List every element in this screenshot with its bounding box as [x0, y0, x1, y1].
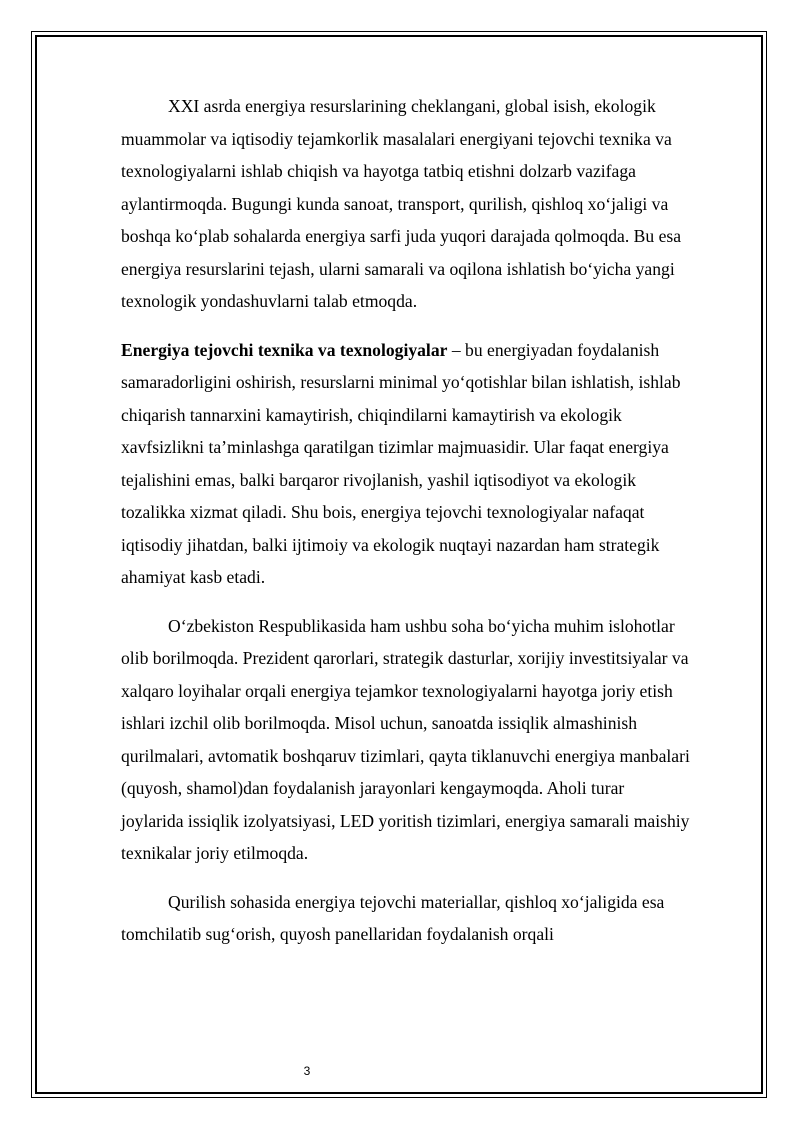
paragraph-intro-text: XXI asrda energiya resurslarining cheklangani, global isish, ekologik muammolar va iqtisodiy tejamkorlik masalalari energiyani tejovchi texnika va texnologiyalarni ishlab chiqish va hayotga tatbiq etishni dolzarb vazifaga aylantirmoqda. Bugungi kunda sanoat, transport, qurilish, qishloq xoʻjaligi va boshqa koʻplab sohalarda energiya sarfi juda yuqori darajada qolmoqda. Bu esa energiya resurslarini tejash, ularni samarali va oqilona ishlatish boʻyicha yangi texnologik yondashuvlarni talab etmoqda.	[121, 96, 682, 311]
paragraph-construction	[121, 886, 691, 951]
paragraph-definition-text: – bu energiyadan foydalanish samaradorligini oshirish, resurslarni minimal yoʻqotishlar bilan ishlatish, ishlab chiqarish tannarxini kamaytirish, chiqindilarni kamaytirish va ekologik xavfsizlikni ta’minlashga qaratilgan tizimlar majmuasidir. Ular faqat energiya tejalishini emas, balki barqaror rivojlanish, yashil iqtisodiyot va ekologik tozalikka xizmat qiladi. Shu bois, energiya tejovchi texnologiyalar nafaqat iqtisodiy jihatdan, balki ijtimoiy va ekologik nuqtayi nazardan ham strategik ahamiyat kasb etadi.	[121, 339, 681, 587]
paragraph-uzbekistan-text: Oʻzbekiston Respublikasida ham ushbu soha boʻyicha muhim islohotlar olib borilmoqda. Prezident qarorlari, strategik dasturlar, xorijiy investitsiyalar va xalqaro loyihalar orqali energiya tejamkor texnologiyalarni hayotga joriy etish ishlari izchil olib borilmoqda. Misol uchun, sanoatda issiqlik almashinish qurilmalari, avtomatik boshqaruv tizimlari, qayta tiklanuvchi energiya manbalari (quyosh, shamol)dan foydalanish jarayonlari kengaymoqda. Aholi turar joylarida issiqlik izolyatsiyasi, LED yoritish tizimlari, energiya samarali maishiy texnikalar joriy etilmoqda.	[121, 615, 690, 863]
definition-term: Energiya tejovchi texnika va texnologiyalar	[121, 339, 448, 360]
paragraph-intro	[121, 90, 691, 318]
page-number: 3	[303, 1064, 311, 1078]
paragraph-definition	[121, 334, 691, 594]
document-body	[121, 90, 691, 967]
paragraph-construction-text: Qurilish sohasida energiya tejovchi materiallar, qishloq xoʻjaligida esa tomchilatib sugʻorish, quyosh panellaridan foydalanish orqali	[121, 891, 665, 944]
paragraph-uzbekistan	[121, 610, 691, 870]
